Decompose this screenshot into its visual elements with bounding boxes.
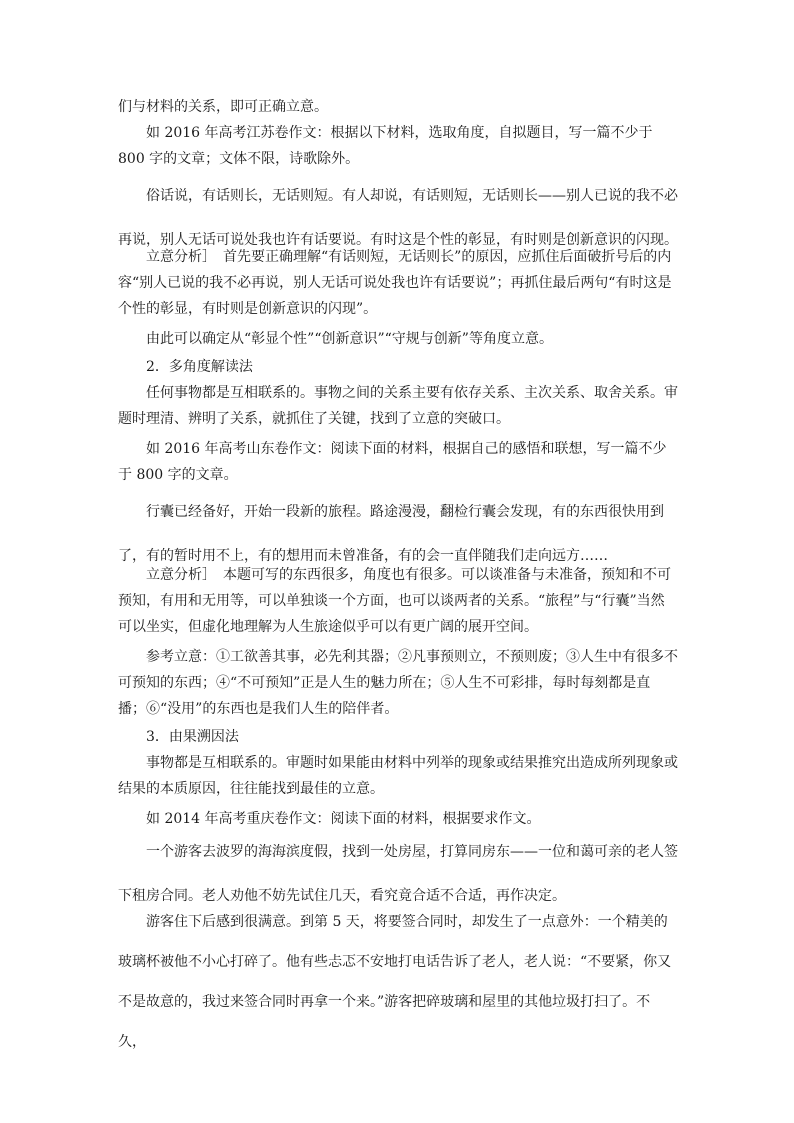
section-heading-2: 2．多角度解读法 (146, 359, 253, 375)
paragraph-5: 由此可以确定从“彰显个性”“创新意识”“守规与创新”等角度立意。 (146, 331, 553, 347)
paragraph-8: 如 2016 年高考山东卷作文：阅读下面的材料，根据自己的感悟和联想，写一篇不少于 800 字的文章。 (118, 441, 667, 483)
reference-ideas: 参考立意：①工欲善其事，必先利其器；②凡事预则立，不预则废；③人生中有很多不可预知的东西；④“不可预知”正是人生的魅力所在；⑤人生不可彩排，每时每刻都是直播；⑥“没用”的东西也是我们人生的陪伴者。 (118, 649, 678, 717)
paragraph-2: 如 2016 年高考江苏卷作文：根据以下材料，选取角度，自拟题目，写一篇不少于 800 字的文章；文体不限，诗歌除外。 (118, 125, 653, 167)
material-paragraph-1: 俗话说，有话则长，无话则短。有人却说，有话则短，无话则长——别人已说的我不必再说，别人无话可说处我也许有话要说。有时这是个性的彰显，有时则是创新意识的闪现。 (118, 188, 678, 248)
paragraph-13: 事物都是互相联系的。审题时如果能由材料中列举的现象或结果推究出造成所列现象或结果的本质原因，往往能找到最佳的立意。 (118, 755, 678, 797)
material-paragraph-4: 游客住下后感到很满意。到第 5 天，将要签合同时，却发生了一点意外：一个精美的玻璃杯被他不小心打碎了。他有些忐忑不安地打电话告诉了老人，老人说：“不要紧，你又不是故意的，我过来签合同时再拿一个来。”游客把碎玻璃和屋里的其他垃圾打扫了。不久， (118, 914, 672, 1050)
paragraph-14: 如 2014 年高考重庆卷作文：阅读下面的材料，根据要求作文。 (146, 811, 541, 827)
paragraph-7: 任何事物都是互相联系的。事物之间的关系主要有依存关系、主次关系、取舍关系。审题时理清、辨明了关系，就抓住了关键，找到了立意的突破口。 (118, 385, 678, 427)
analysis-paragraph-1: 立意分析］ 首先要正确理解“有话则短，无话则长”的原因，应抓住后面破折号后的内容“别人已说的我不必再说，别人无话可说处我也许有话要说”；再抓住最后两句“有时这是个性的彰显，有时则是创新意识的闪现”。 (118, 249, 672, 317)
paragraph-1: 们与材料的关系，即可正确立意。 (118, 99, 328, 115)
analysis-paragraph-2: 立意分析］ 本题可写的东西很多，角度也有很多。可以谈准备与未准备，预知和不可预知，有用和无用等，可以单独谈一个方面，也可以谈两者的关系。“旅程”与“行囊”当然可以坐实，但虚化地理解为人生旅途似乎可以有更广阔的展开空间。 (118, 567, 671, 635)
material-paragraph-2: 行囊已经备好，开始一段新的旅程。路途漫漫，翻检行囊会发现，有的东西很快用到了，有的暂时用不上，有的想用而未曾准备，有的会一直伴随我们走向远方…… (118, 504, 664, 564)
section-heading-3: 3．由果溯因法 (146, 729, 239, 745)
material-paragraph-3: 一个游客去波罗的海海滨度假，找到一处房屋，打算同房东——一位和蔼可亲的老人签下租房合同。老人劝他不妨先试住几天，看究竟合适不合适，再作决定。 (118, 844, 678, 904)
